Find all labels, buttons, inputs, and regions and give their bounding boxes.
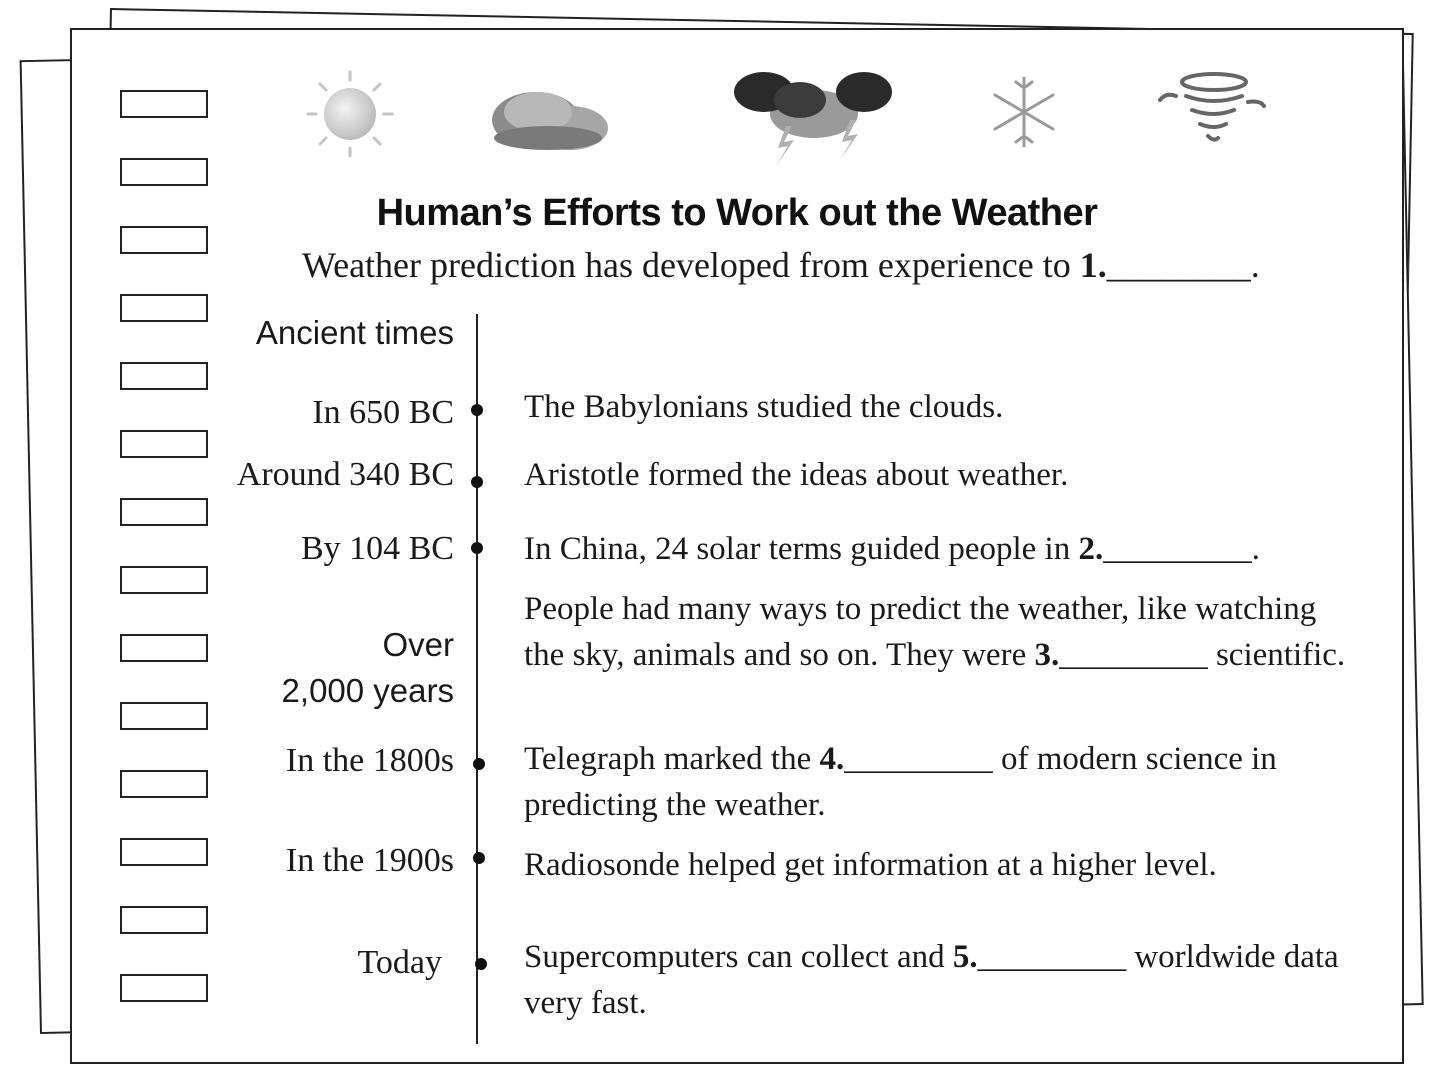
event-text: The Babylonians studied the clouds. [524, 389, 1004, 425]
event-text: In China, 24 solar terms guided people in [524, 531, 1079, 567]
event-text: Telegraph marked the [524, 741, 820, 777]
timeline-dot [473, 758, 485, 770]
time-line-1: Over [382, 626, 454, 663]
event-text: People had many ways to predict the weather, like watching the sky, animals and so on. They were [524, 591, 1317, 673]
timeline-event-today [524, 934, 1354, 1026]
margin-box [120, 974, 208, 1002]
timeline-event-2000years [524, 586, 1354, 678]
timeline-time-1800s: In the 1800s [285, 742, 454, 779]
snowflake-icon [988, 74, 1060, 150]
timeline-time-104bc: By 104 BC [300, 530, 454, 567]
margin-box [120, 430, 208, 458]
answer-blank-3: _________ scientific. [1059, 637, 1346, 673]
answer-blank-1: ________ [1106, 245, 1251, 285]
margin-box [120, 362, 208, 390]
margin-box [120, 906, 208, 934]
blank-number-3: 3. [1034, 637, 1060, 673]
timeline-line [476, 314, 478, 1044]
margin-box [120, 566, 208, 594]
timeline-event-1900s [524, 842, 1364, 888]
margin-box [120, 634, 208, 662]
margin-box [120, 838, 208, 866]
timeline-time-2000years [282, 622, 454, 714]
margin-box [120, 90, 208, 118]
timeline-dot [471, 542, 483, 554]
blank-number-2: 2. [1078, 531, 1104, 567]
timeline-time-650bc: In 650 BC [312, 394, 454, 431]
timeline-event-1800s [524, 736, 1324, 828]
timeline-dot [473, 852, 485, 864]
cloud-icon [488, 76, 612, 154]
tornado-icon [1156, 70, 1268, 154]
event-text: Supercomputers can collect and [524, 939, 953, 975]
answer-blank-5: _________ worldwide data very fast. [524, 939, 1339, 1021]
timeline-event-650bc [524, 384, 1364, 430]
worksheet-subtitle [302, 244, 1260, 286]
margin-box [120, 158, 208, 186]
blank-number-5: 5. [952, 939, 978, 975]
event-text: Radiosonde helped get information at a higher level. [524, 847, 1217, 883]
blank-number-4: 4. [819, 741, 845, 777]
answer-blank-4: _________ of modern science in predicting the weather. [524, 741, 1277, 823]
sun-icon [302, 66, 398, 162]
timeline-dot [471, 404, 483, 416]
timeline-time-today: Today [357, 944, 442, 981]
margin-box [120, 498, 208, 526]
timeline-event-340bc [524, 452, 1364, 498]
worksheet-title: Human’s Efforts to Work out the Weather [376, 192, 1098, 234]
timeline-time-340bc: Around 340 BC [236, 456, 454, 493]
timeline-event-104bc [524, 526, 1364, 572]
margin-box [120, 294, 208, 322]
worksheet [70, 28, 1404, 1064]
subtitle-text: Weather prediction has developed from experience to [302, 245, 1071, 285]
timeline-dot [471, 476, 483, 488]
timeline-time-ancient: Ancient times [255, 314, 454, 351]
timeline-time-1900s: In the 1900s [285, 842, 454, 879]
blank-number-1: 1. [1079, 245, 1107, 285]
time-line-2: 2,000 years [281, 672, 454, 709]
timeline-dot [475, 958, 487, 970]
thunderstorm-icon [728, 62, 896, 166]
margin-box [120, 770, 208, 798]
subtitle-end: . [1250, 245, 1260, 285]
event-text: Aristotle formed the ideas about weather. [524, 457, 1069, 493]
answer-blank-2: _________. [1103, 531, 1260, 567]
margin-box [120, 702, 208, 730]
